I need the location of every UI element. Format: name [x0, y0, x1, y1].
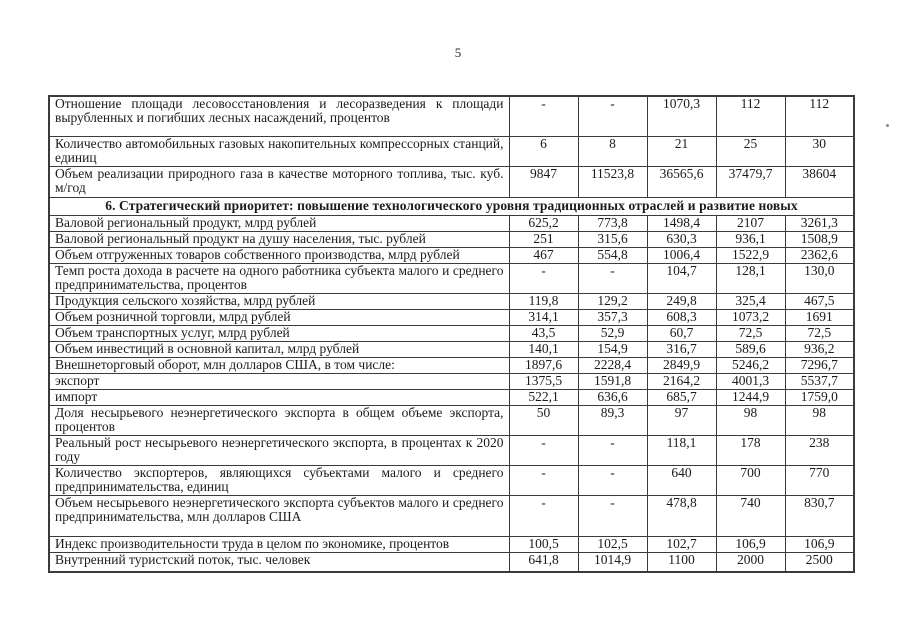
cell-value: 21 [647, 137, 716, 167]
row-label: Доля несырьевого неэнергетического экспорта в общем объеме экспорта, процентов [49, 406, 509, 436]
row-label: Количество автомобильных газовых накопительных компрессорных станций, единиц [49, 137, 509, 167]
cell-value: 1375,5 [509, 374, 578, 390]
cell-value: 60,7 [647, 326, 716, 342]
cell-value: 1522,9 [716, 248, 785, 264]
cell-value: - [578, 496, 647, 537]
indicators-table-body [49, 96, 854, 572]
cell-value: 1244,9 [716, 390, 785, 406]
cell-value: 102,7 [647, 537, 716, 553]
cell-value: 30 [785, 137, 854, 167]
table-row [49, 406, 854, 436]
row-label: Продукция сельского хозяйства, млрд рублей [49, 294, 509, 310]
cell-value: 1006,4 [647, 248, 716, 264]
cell-value: 98 [716, 406, 785, 436]
cell-value: 112 [716, 96, 785, 137]
cell-value: 36565,6 [647, 167, 716, 198]
cell-value: - [509, 436, 578, 466]
cell-value: 249,8 [647, 294, 716, 310]
table-row [49, 294, 854, 310]
cell-value: 1073,2 [716, 310, 785, 326]
cell-value: 773,8 [578, 216, 647, 232]
cell-value: 936,1 [716, 232, 785, 248]
cell-value: 37479,7 [716, 167, 785, 198]
cell-value: 467 [509, 248, 578, 264]
row-label: Объем инвестиций в основной капитал, млрд рублей [49, 342, 509, 358]
cell-value: 89,3 [578, 406, 647, 436]
cell-value: 740 [716, 496, 785, 537]
row-label: Внутренний туристский поток, тыс. человек [49, 553, 509, 573]
table-row [49, 436, 854, 466]
cell-value: 2164,2 [647, 374, 716, 390]
cell-value: 1498,4 [647, 216, 716, 232]
cell-value: 5246,2 [716, 358, 785, 374]
cell-value: 118,1 [647, 436, 716, 466]
row-label: Количество экспортеров, являющихся субъектами малого и среднего предпринимательства, единиц [49, 466, 509, 496]
table-row [49, 137, 854, 167]
cell-value: 554,8 [578, 248, 647, 264]
table-row [49, 264, 854, 294]
cell-value: 6 [509, 137, 578, 167]
cell-value: 478,8 [647, 496, 716, 537]
cell-value: 2228,4 [578, 358, 647, 374]
cell-value: 100,5 [509, 537, 578, 553]
cell-value: 936,2 [785, 342, 854, 358]
cell-value: 102,5 [578, 537, 647, 553]
cell-value: 3261,3 [785, 216, 854, 232]
cell-value: 238 [785, 436, 854, 466]
cell-value: 112 [785, 96, 854, 137]
cell-value: 98 [785, 406, 854, 436]
cell-value: - [509, 96, 578, 137]
cell-value: 128,1 [716, 264, 785, 294]
row-label: Объем транспортных услуг, млрд рублей [49, 326, 509, 342]
cell-value: 25 [716, 137, 785, 167]
section-header: 6. Стратегический приоритет: повышение технологического уровня традиционных отраслей и развитие новых [49, 198, 854, 216]
cell-value: 641,8 [509, 553, 578, 573]
row-label: Объем несырьевого неэнергетического экспорта субъектов малого и среднего предпринимательства, млн долларов США [49, 496, 509, 537]
table-row [49, 232, 854, 248]
cell-value: - [509, 466, 578, 496]
cell-value: 700 [716, 466, 785, 496]
indicators-table [48, 95, 855, 573]
table-row [49, 374, 854, 390]
cell-value: 589,6 [716, 342, 785, 358]
table-row [49, 216, 854, 232]
cell-value: 1591,8 [578, 374, 647, 390]
cell-value: 357,3 [578, 310, 647, 326]
table-row [49, 310, 854, 326]
cell-value: 104,7 [647, 264, 716, 294]
cell-value: 72,5 [785, 326, 854, 342]
cell-value: 640 [647, 466, 716, 496]
cell-value: 4001,3 [716, 374, 785, 390]
table-row [49, 96, 854, 137]
cell-value: - [578, 264, 647, 294]
cell-value: - [509, 496, 578, 537]
cell-value: 1691 [785, 310, 854, 326]
table-row [49, 167, 854, 198]
cell-value: 178 [716, 436, 785, 466]
cell-value: 2849,9 [647, 358, 716, 374]
cell-value: 1100 [647, 553, 716, 573]
cell-value: 52,9 [578, 326, 647, 342]
cell-value: 140,1 [509, 342, 578, 358]
cell-value: 9847 [509, 167, 578, 198]
cell-value: 316,7 [647, 342, 716, 358]
row-label: Объем реализации природного газа в качестве моторного топлива, тыс. куб. м/год [49, 167, 509, 198]
cell-value: - [509, 264, 578, 294]
cell-value: 630,3 [647, 232, 716, 248]
cell-value: 1759,0 [785, 390, 854, 406]
row-label: Индекс производительности труда в целом по экономике, процентов [49, 537, 509, 553]
cell-value: 154,9 [578, 342, 647, 358]
cell-value: 325,4 [716, 294, 785, 310]
cell-value: 50 [509, 406, 578, 436]
cell-value: 106,9 [785, 537, 854, 553]
table-row [49, 342, 854, 358]
cell-value: 130,0 [785, 264, 854, 294]
row-label: Реальный рост несырьевого неэнергетического экспорта, в процентах к 2020 году [49, 436, 509, 466]
row-label: Внешнеторговый оборот, млн долларов США, в том числе: [49, 358, 509, 374]
cell-value: 129,2 [578, 294, 647, 310]
cell-value: 43,5 [509, 326, 578, 342]
row-label: Валовой региональный продукт, млрд рублей [49, 216, 509, 232]
row-label: Объем розничной торговли, млрд рублей [49, 310, 509, 326]
cell-value: 467,5 [785, 294, 854, 310]
cell-value: 1014,9 [578, 553, 647, 573]
cell-value: 38604 [785, 167, 854, 198]
cell-value: 119,8 [509, 294, 578, 310]
cell-value: 2000 [716, 553, 785, 573]
section-header-row [49, 198, 854, 216]
table-row [49, 358, 854, 374]
row-label: Отношение площади лесовосстановления и лесоразведения к площади вырубленных и погибших лесных насаждений, процентов [49, 96, 509, 137]
cell-value: 608,3 [647, 310, 716, 326]
cell-value: 2500 [785, 553, 854, 573]
cell-value: 1897,6 [509, 358, 578, 374]
cell-value: 314,1 [509, 310, 578, 326]
cell-value: - [578, 466, 647, 496]
cell-value: 2107 [716, 216, 785, 232]
cell-value: 522,1 [509, 390, 578, 406]
cell-value: 685,7 [647, 390, 716, 406]
cell-value: 11523,8 [578, 167, 647, 198]
table-row [49, 496, 854, 537]
cell-value: 1070,3 [647, 96, 716, 137]
cell-value: - [578, 96, 647, 137]
row-label: импорт [49, 390, 509, 406]
row-label: Темп роста дохода в расчете на одного работника субъекта малого и среднего предпринимательства, процентов [49, 264, 509, 294]
cell-value: 106,9 [716, 537, 785, 553]
row-label: экспорт [49, 374, 509, 390]
table-row [49, 390, 854, 406]
cell-value: 97 [647, 406, 716, 436]
cell-value: 5537,7 [785, 374, 854, 390]
cell-value: 251 [509, 232, 578, 248]
table-row [49, 326, 854, 342]
table-row [49, 537, 854, 553]
table-row [49, 248, 854, 264]
cell-value: 2362,6 [785, 248, 854, 264]
cell-value: 770 [785, 466, 854, 496]
table-row [49, 553, 854, 573]
row-label: Объем отгруженных товаров собственного производства, млрд рублей [49, 248, 509, 264]
cell-value: 830,7 [785, 496, 854, 537]
table-row [49, 466, 854, 496]
page-number: 5 [454, 45, 462, 60]
cell-value: 625,2 [509, 216, 578, 232]
cell-value: 8 [578, 137, 647, 167]
cell-value: 636,6 [578, 390, 647, 406]
cell-value: 72,5 [716, 326, 785, 342]
cell-value: - [578, 436, 647, 466]
cell-value: 7296,7 [785, 358, 854, 374]
cell-value: 1508,9 [785, 232, 854, 248]
scan-speck [886, 124, 889, 127]
cell-value: 315,6 [578, 232, 647, 248]
row-label: Валовой региональный продукт на душу населения, тыс. рублей [49, 232, 509, 248]
